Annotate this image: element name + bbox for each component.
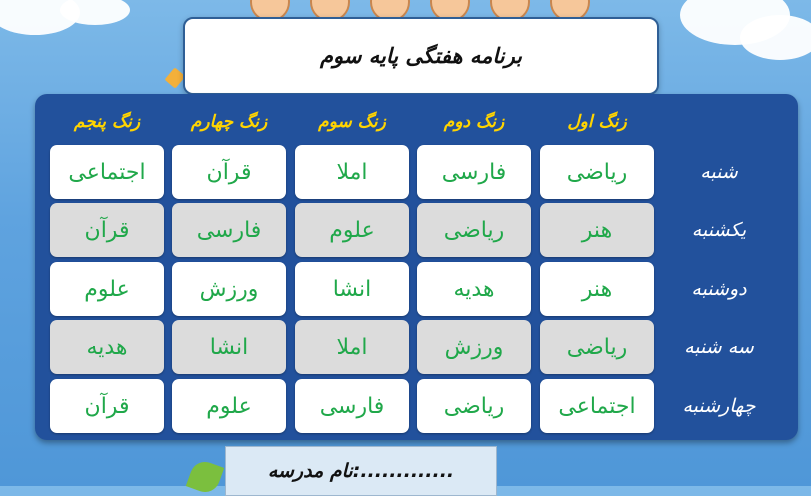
schedule-cell: انشا bbox=[295, 262, 409, 316]
schedule-cell: ریاضی bbox=[540, 145, 654, 199]
schedule-cell: قرآن bbox=[50, 379, 164, 433]
page-title: برنامه هفتگی پایه سوم bbox=[319, 44, 523, 68]
schedule-cell: اجتماعی bbox=[50, 145, 164, 199]
school-name-label: نام مدرسه:............. bbox=[267, 460, 455, 482]
schedule-cell: هدیه bbox=[50, 320, 164, 374]
schedule-cell: ورزش bbox=[172, 262, 286, 316]
cloud-decoration bbox=[740, 15, 811, 60]
schedule-cell: هنر bbox=[540, 203, 654, 257]
schedule-cell: ورزش bbox=[417, 320, 531, 374]
day-label: دوشنبه bbox=[691, 278, 747, 300]
schedule-cell: علوم bbox=[172, 379, 286, 433]
day-label: شنبه bbox=[700, 161, 738, 183]
schedule-cell: قرآن bbox=[50, 203, 164, 257]
header-bell-1: زنگ اول bbox=[567, 112, 627, 132]
school-name-box bbox=[225, 446, 497, 496]
schedule-cell: ریاضی bbox=[417, 379, 531, 433]
schedule-cell: اجتماعی bbox=[540, 379, 654, 433]
title-box bbox=[183, 17, 659, 95]
schedule-cell: علوم bbox=[295, 203, 409, 257]
schedule-cell: انشا bbox=[172, 320, 286, 374]
schedule-cell: املا bbox=[295, 320, 409, 374]
schedule-cell: ریاضی bbox=[417, 203, 531, 257]
leaf-decoration bbox=[186, 458, 224, 496]
schedule-cell: علوم bbox=[50, 262, 164, 316]
header-bell-4: زنگ چهارم bbox=[190, 112, 268, 132]
header-bell-5: زنگ پنجم bbox=[73, 112, 141, 132]
schedule-cell: قرآن bbox=[172, 145, 286, 199]
schedule-cell: فارسی bbox=[417, 145, 531, 199]
schedule-cell: فارسی bbox=[295, 379, 409, 433]
day-label: چهارشنبه bbox=[682, 395, 756, 417]
day-label: یکشنبه bbox=[691, 219, 747, 241]
schedule-cell: املا bbox=[295, 145, 409, 199]
schedule-cell: هدیه bbox=[417, 262, 531, 316]
header-bell-2: زنگ دوم bbox=[443, 112, 505, 132]
schedule-cell: فارسی bbox=[172, 203, 286, 257]
schedule-cell: هنر bbox=[540, 262, 654, 316]
day-label: سه شنبه bbox=[684, 336, 754, 358]
schedule-cell: ریاضی bbox=[540, 320, 654, 374]
header-bell-3: زنگ سوم bbox=[318, 112, 386, 132]
